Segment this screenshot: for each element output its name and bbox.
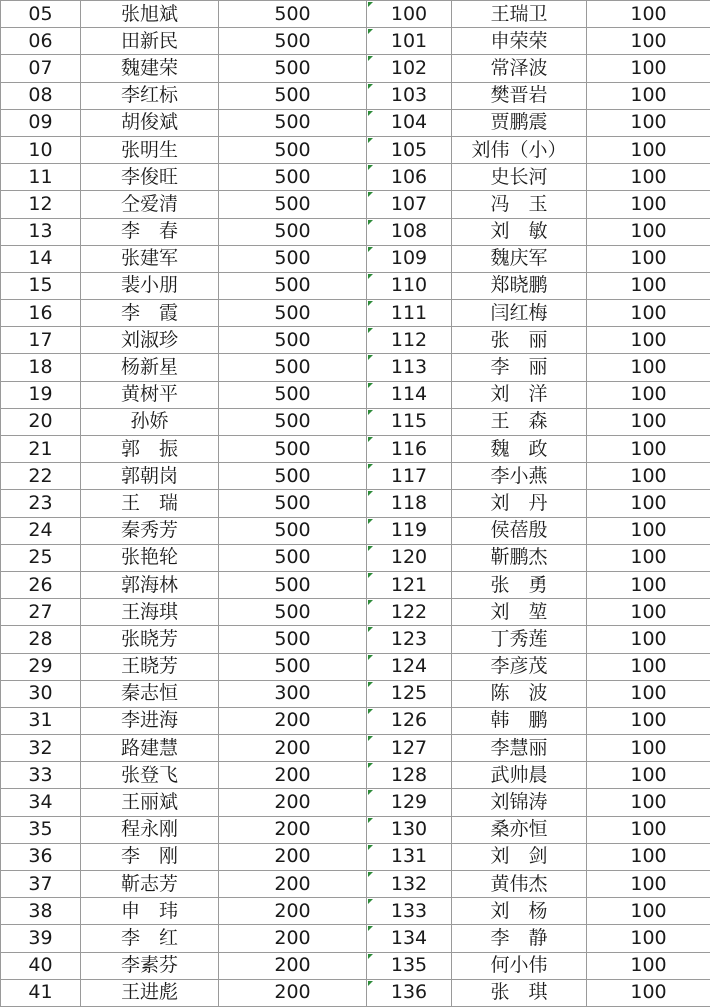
cell-amount[interactable]: 500 [219, 381, 367, 408]
cell-id[interactable]: 118 [367, 490, 452, 517]
cell-amount[interactable]: 100 [587, 408, 710, 435]
cell-id[interactable]: 11 [1, 164, 81, 191]
table-row [1, 735, 710, 762]
cell-name[interactable]: 黄伟杰 [452, 871, 587, 898]
cell-name[interactable]: 李 静 [452, 925, 587, 952]
cell-id[interactable]: 128 [367, 762, 452, 789]
cell-amount[interactable]: 100 [587, 735, 710, 762]
cell-amount[interactable]: 500 [219, 1, 367, 28]
cell-id[interactable]: 37 [1, 871, 81, 898]
cell-amount[interactable]: 100 [587, 354, 710, 381]
cell-amount[interactable]: 100 [587, 436, 710, 463]
cell-name[interactable]: 刘淑珍 [81, 327, 219, 354]
cell-amount[interactable]: 100 [587, 191, 710, 218]
cell-id[interactable]: 124 [367, 653, 452, 680]
cell-name[interactable]: 何小伟 [452, 952, 587, 979]
table-row [1, 436, 710, 463]
cell-amount[interactable]: 200 [219, 762, 367, 789]
cell-name[interactable]: 刘伟（小） [452, 136, 587, 163]
cell-amount[interactable]: 300 [219, 680, 367, 707]
cell-name[interactable]: 魏建荣 [81, 55, 219, 82]
cell-name[interactable]: 秦志恒 [81, 680, 219, 707]
cell-id[interactable]: 26 [1, 571, 81, 598]
table-row [1, 490, 710, 517]
table-row [1, 544, 710, 571]
cell-amount[interactable]: 100 [587, 544, 710, 571]
cell-name[interactable]: 刘 洋 [452, 381, 587, 408]
cell-name[interactable]: 路建慧 [81, 735, 219, 762]
cell-name[interactable]: 王 瑞 [81, 490, 219, 517]
cell-id[interactable]: 126 [367, 707, 452, 734]
cell-id[interactable]: 36 [1, 843, 81, 870]
cell-id[interactable]: 130 [367, 816, 452, 843]
cell-amount[interactable]: 500 [219, 300, 367, 327]
table-row [1, 680, 710, 707]
cell-amount[interactable]: 100 [587, 28, 710, 55]
cell-id[interactable]: 123 [367, 626, 452, 653]
cell-id[interactable]: 111 [367, 300, 452, 327]
table-row [1, 762, 710, 789]
cell-id[interactable]: 127 [367, 735, 452, 762]
cell-amount[interactable]: 200 [219, 816, 367, 843]
cell-amount[interactable]: 100 [587, 245, 710, 272]
cell-id[interactable]: 119 [367, 517, 452, 544]
table-row [1, 381, 710, 408]
cell-name[interactable]: 王进彪 [81, 979, 219, 1006]
cell-amount[interactable]: 100 [587, 463, 710, 490]
cell-amount[interactable]: 500 [219, 164, 367, 191]
cell-amount[interactable]: 500 [219, 272, 367, 299]
cell-name[interactable]: 张 丽 [452, 327, 587, 354]
cell-name[interactable]: 李 丽 [452, 354, 587, 381]
table-row [1, 272, 710, 299]
table-row [1, 1, 710, 28]
cell-amount[interactable]: 100 [587, 1, 710, 28]
cell-id[interactable]: 32 [1, 735, 81, 762]
cell-id[interactable]: 24 [1, 517, 81, 544]
cell-amount[interactable]: 500 [219, 436, 367, 463]
cell-name[interactable]: 李彦茂 [452, 653, 587, 680]
cell-id[interactable]: 25 [1, 544, 81, 571]
table-row [1, 925, 710, 952]
cell-id[interactable]: 114 [367, 381, 452, 408]
cell-name[interactable]: 李 红 [81, 925, 219, 952]
table-body [1, 1, 710, 1007]
cell-amount[interactable]: 200 [219, 952, 367, 979]
cell-name[interactable]: 韩 鹏 [452, 707, 587, 734]
cell-amount[interactable]: 500 [219, 599, 367, 626]
cell-amount[interactable]: 200 [219, 735, 367, 762]
cell-name[interactable]: 张建军 [81, 245, 219, 272]
cell-amount[interactable]: 500 [219, 517, 367, 544]
cell-name[interactable]: 侯蓓殷 [452, 517, 587, 544]
cell-id[interactable]: 113 [367, 354, 452, 381]
cell-id[interactable]: 136 [367, 979, 452, 1006]
table-row [1, 218, 710, 245]
cell-id[interactable]: 21 [1, 436, 81, 463]
cell-amount[interactable]: 100 [587, 843, 710, 870]
cell-name[interactable]: 程永刚 [81, 816, 219, 843]
cell-amount[interactable]: 500 [219, 191, 367, 218]
cell-id[interactable]: 134 [367, 925, 452, 952]
cell-id[interactable]: 115 [367, 408, 452, 435]
table-row [1, 871, 710, 898]
table-row [1, 517, 710, 544]
cell-amount[interactable]: 100 [587, 680, 710, 707]
cell-amount[interactable]: 100 [587, 109, 710, 136]
cell-id[interactable]: 31 [1, 707, 81, 734]
cell-id[interactable]: 122 [367, 599, 452, 626]
cell-name[interactable]: 申荣荣 [452, 28, 587, 55]
cell-amount[interactable]: 200 [219, 898, 367, 925]
table-row [1, 843, 710, 870]
cell-id[interactable]: 38 [1, 898, 81, 925]
table-row [1, 952, 710, 979]
cell-name[interactable]: 张旭斌 [81, 1, 219, 28]
cell-amount[interactable]: 100 [587, 300, 710, 327]
cell-id[interactable]: 106 [367, 164, 452, 191]
table-row [1, 571, 710, 598]
cell-id[interactable]: 39 [1, 925, 81, 952]
table-row [1, 626, 710, 653]
cell-amount[interactable]: 100 [587, 898, 710, 925]
cell-id[interactable]: 40 [1, 952, 81, 979]
cell-name[interactable]: 郭朝岗 [81, 463, 219, 490]
cell-amount[interactable]: 100 [587, 381, 710, 408]
cell-name[interactable]: 王丽斌 [81, 789, 219, 816]
cell-id[interactable]: 16 [1, 300, 81, 327]
cell-amount[interactable]: 100 [587, 218, 710, 245]
table-row [1, 245, 710, 272]
cell-id[interactable]: 06 [1, 28, 81, 55]
cell-id[interactable]: 129 [367, 789, 452, 816]
cell-amount[interactable]: 100 [587, 272, 710, 299]
cell-name[interactable]: 贾鹏震 [452, 109, 587, 136]
cell-id[interactable]: 28 [1, 626, 81, 653]
cell-amount[interactable]: 100 [587, 952, 710, 979]
cell-id[interactable]: 19 [1, 381, 81, 408]
cell-id[interactable]: 108 [367, 218, 452, 245]
cell-name[interactable]: 张 勇 [452, 571, 587, 598]
cell-name[interactable]: 黄树平 [81, 381, 219, 408]
cell-amount[interactable]: 500 [219, 218, 367, 245]
cell-amount[interactable]: 100 [587, 136, 710, 163]
cell-id[interactable]: 20 [1, 408, 81, 435]
cell-id[interactable]: 131 [367, 843, 452, 870]
table-row [1, 136, 710, 163]
cell-id[interactable]: 34 [1, 789, 81, 816]
table-row [1, 816, 710, 843]
cell-id[interactable]: 107 [367, 191, 452, 218]
cell-name[interactable]: 樊晋岩 [452, 82, 587, 109]
table-row [1, 109, 710, 136]
cell-id[interactable]: 10 [1, 136, 81, 163]
cell-name[interactable]: 史长河 [452, 164, 587, 191]
cell-amount[interactable]: 100 [587, 599, 710, 626]
table-row [1, 789, 710, 816]
table-row [1, 55, 710, 82]
cell-amount[interactable]: 200 [219, 843, 367, 870]
cell-amount[interactable]: 200 [219, 707, 367, 734]
cell-id[interactable]: 101 [367, 28, 452, 55]
cell-id[interactable]: 110 [367, 272, 452, 299]
table-row [1, 164, 710, 191]
cell-id[interactable]: 103 [367, 82, 452, 109]
cell-name[interactable]: 郭 振 [81, 436, 219, 463]
cell-amount[interactable]: 100 [587, 871, 710, 898]
cell-id[interactable]: 116 [367, 436, 452, 463]
cell-name[interactable]: 裴小朋 [81, 272, 219, 299]
cell-amount[interactable]: 100 [587, 789, 710, 816]
cell-id[interactable]: 22 [1, 463, 81, 490]
cell-amount[interactable]: 100 [587, 55, 710, 82]
table-row [1, 408, 710, 435]
cell-id[interactable]: 15 [1, 272, 81, 299]
cell-name[interactable]: 王晓芳 [81, 653, 219, 680]
cell-id[interactable]: 23 [1, 490, 81, 517]
cell-amount[interactable]: 100 [587, 517, 710, 544]
cell-name[interactable]: 李素芬 [81, 952, 219, 979]
cell-amount[interactable]: 100 [587, 762, 710, 789]
table-row [1, 707, 710, 734]
cell-id[interactable]: 112 [367, 327, 452, 354]
cell-amount[interactable]: 200 [219, 979, 367, 1006]
cell-name[interactable]: 李 霞 [81, 300, 219, 327]
cell-id[interactable]: 100 [367, 1, 452, 28]
cell-id[interactable]: 125 [367, 680, 452, 707]
cell-id[interactable]: 30 [1, 680, 81, 707]
cell-id[interactable]: 12 [1, 191, 81, 218]
cell-id[interactable]: 120 [367, 544, 452, 571]
table-row [1, 354, 710, 381]
cell-name[interactable]: 刘 杨 [452, 898, 587, 925]
cell-name[interactable]: 刘 敏 [452, 218, 587, 245]
cell-name[interactable]: 田新民 [81, 28, 219, 55]
cell-amount[interactable]: 500 [219, 490, 367, 517]
cell-name[interactable]: 李俊旺 [81, 164, 219, 191]
cell-amount[interactable]: 500 [219, 354, 367, 381]
cell-id[interactable]: 05 [1, 1, 81, 28]
cell-amount[interactable]: 100 [587, 925, 710, 952]
cell-name[interactable]: 靳鹏杰 [452, 544, 587, 571]
table-row [1, 327, 710, 354]
cell-name[interactable]: 李小燕 [452, 463, 587, 490]
cell-amount[interactable]: 500 [219, 626, 367, 653]
cell-name[interactable]: 张 琪 [452, 979, 587, 1006]
cell-id[interactable]: 29 [1, 653, 81, 680]
cell-id[interactable]: 35 [1, 816, 81, 843]
cell-amount[interactable]: 100 [587, 164, 710, 191]
table-row [1, 463, 710, 490]
cell-amount[interactable]: 500 [219, 571, 367, 598]
cell-name[interactable]: 丁秀莲 [452, 626, 587, 653]
cell-name[interactable]: 常泽波 [452, 55, 587, 82]
cell-amount[interactable]: 500 [219, 544, 367, 571]
cell-name[interactable]: 刘 堃 [452, 599, 587, 626]
cell-name[interactable]: 胡俊斌 [81, 109, 219, 136]
cell-amount[interactable]: 500 [219, 136, 367, 163]
cell-name[interactable]: 冯 玉 [452, 191, 587, 218]
cell-name[interactable]: 张明生 [81, 136, 219, 163]
cell-name[interactable]: 秦秀芳 [81, 517, 219, 544]
cell-name[interactable]: 陈 波 [452, 680, 587, 707]
table-row [1, 191, 710, 218]
cell-name[interactable]: 武帅晨 [452, 762, 587, 789]
cell-amount[interactable]: 500 [219, 82, 367, 109]
cell-id[interactable]: 41 [1, 979, 81, 1006]
cell-id[interactable]: 117 [367, 463, 452, 490]
cell-id[interactable]: 14 [1, 245, 81, 272]
cell-id[interactable]: 13 [1, 218, 81, 245]
cell-id[interactable]: 17 [1, 327, 81, 354]
cell-id[interactable]: 09 [1, 109, 81, 136]
table-row [1, 300, 710, 327]
cell-name[interactable]: 刘 丹 [452, 490, 587, 517]
cell-name[interactable]: 魏 政 [452, 436, 587, 463]
cell-name[interactable]: 刘锦涛 [452, 789, 587, 816]
table-row [1, 653, 710, 680]
cell-name[interactable]: 张晓芳 [81, 626, 219, 653]
cell-amount[interactable]: 100 [587, 327, 710, 354]
cell-amount[interactable]: 100 [587, 816, 710, 843]
cell-id[interactable]: 08 [1, 82, 81, 109]
cell-amount[interactable]: 100 [587, 571, 710, 598]
cell-name[interactable]: 张登飞 [81, 762, 219, 789]
cell-name[interactable]: 张艳轮 [81, 544, 219, 571]
cell-name[interactable]: 靳志芳 [81, 871, 219, 898]
cell-amount[interactable]: 100 [587, 626, 710, 653]
cell-id[interactable]: 18 [1, 354, 81, 381]
cell-id[interactable]: 27 [1, 599, 81, 626]
table-row [1, 979, 710, 1006]
cell-amount[interactable]: 500 [219, 653, 367, 680]
table-row [1, 28, 710, 55]
cell-id[interactable]: 132 [367, 871, 452, 898]
cell-name[interactable]: 刘 剑 [452, 843, 587, 870]
cell-amount[interactable]: 500 [219, 327, 367, 354]
cell-name[interactable]: 郑晓鹏 [452, 272, 587, 299]
cell-name[interactable]: 仝爱清 [81, 191, 219, 218]
table-row [1, 82, 710, 109]
cell-name[interactable]: 李红标 [81, 82, 219, 109]
cell-amount[interactable]: 100 [587, 82, 710, 109]
cell-amount[interactable]: 100 [587, 979, 710, 1006]
cell-amount[interactable]: 100 [587, 707, 710, 734]
cell-name[interactable]: 孙娇 [81, 408, 219, 435]
cell-name[interactable]: 李慧丽 [452, 735, 587, 762]
cell-amount[interactable]: 500 [219, 408, 367, 435]
table-row [1, 898, 710, 925]
cell-id[interactable]: 104 [367, 109, 452, 136]
cell-name[interactable]: 郭海林 [81, 571, 219, 598]
cell-id[interactable]: 135 [367, 952, 452, 979]
cell-name[interactable]: 申 玮 [81, 898, 219, 925]
cell-name[interactable]: 李进海 [81, 707, 219, 734]
cell-amount[interactable]: 100 [587, 653, 710, 680]
cell-id[interactable]: 105 [367, 136, 452, 163]
cell-amount[interactable]: 500 [219, 28, 367, 55]
cell-name[interactable]: 桑亦恒 [452, 816, 587, 843]
cell-amount[interactable]: 500 [219, 55, 367, 82]
cell-name[interactable]: 王 森 [452, 408, 587, 435]
cell-name[interactable]: 王瑞卫 [452, 1, 587, 28]
cell-amount[interactable]: 200 [219, 871, 367, 898]
cell-name[interactable]: 李 春 [81, 218, 219, 245]
cell-amount[interactable]: 200 [219, 925, 367, 952]
cell-id[interactable]: 133 [367, 898, 452, 925]
cell-amount[interactable]: 500 [219, 463, 367, 490]
table-row [1, 599, 710, 626]
cell-amount[interactable]: 500 [219, 109, 367, 136]
cell-amount[interactable]: 200 [219, 789, 367, 816]
cell-id[interactable]: 109 [367, 245, 452, 272]
cell-id[interactable]: 121 [367, 571, 452, 598]
cell-amount[interactable]: 500 [219, 245, 367, 272]
cell-id[interactable]: 102 [367, 55, 452, 82]
cell-name[interactable]: 魏庆军 [452, 245, 587, 272]
cell-name[interactable]: 李 刚 [81, 843, 219, 870]
cell-id[interactable]: 07 [1, 55, 81, 82]
cell-id[interactable]: 33 [1, 762, 81, 789]
cell-name[interactable]: 闫红梅 [452, 300, 587, 327]
cell-name[interactable]: 王海琪 [81, 599, 219, 626]
cell-name[interactable]: 杨新星 [81, 354, 219, 381]
cell-amount[interactable]: 100 [587, 490, 710, 517]
